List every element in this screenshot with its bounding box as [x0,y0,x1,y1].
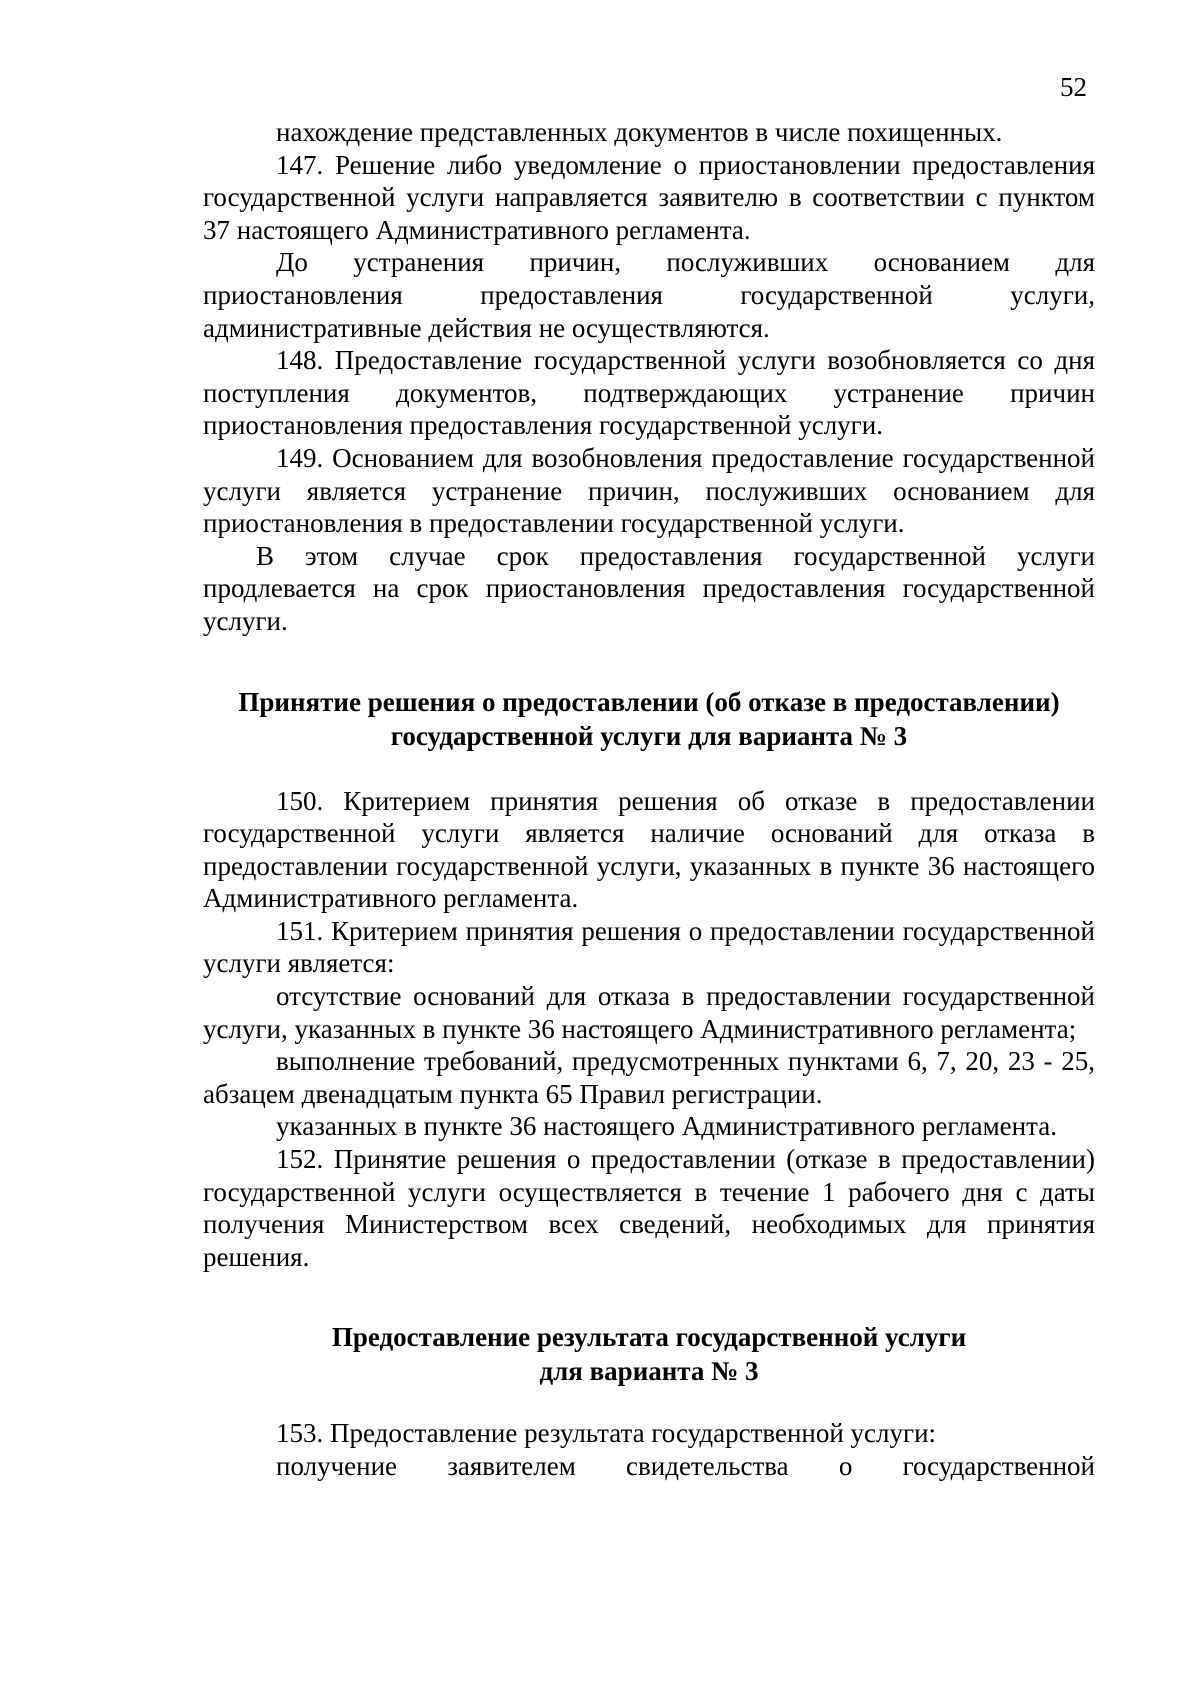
paragraph-151: 151. Критерием принятия решения о предоставлении государственной услуги является: [203,915,1095,979]
paragraph: получение заявителем свидетельства о государственной [276,1451,1095,1481]
paragraph-153: 153. Предоставление результата государственной услуги: [276,1418,937,1449]
paragraph-150: 150. Критерием принятия решения об отказе в предоставлении государственной услуги является наличие оснований для отказа в предоставлении государственной услуги, указанных в пункте 36 настоящего Административного регламента. [203,785,1095,914]
page-content [203,116,1095,1483]
page-number: 52 [1060,72,1087,102]
paragraph-152: 152. Принятие решения о предоставлении (отказе в предоставлении) государственной услуги осуществляется в течение 1 рабочего дня с даты получения Министерством всех сведений, необходимых для принятия решения. [203,1144,1095,1272]
section-heading-result [203,1320,1095,1388]
heading-line: Принятие решения о предоставлении (об отказе в предоставлении) [238,686,1060,717]
paragraph-147: 147. Решение либо уведомление о приостановлении предоставления государственной услуги направляется заявителю в соответствии с пунктом 37 настоящего Административного регламента. [203,149,1095,245]
paragraph: В этом случае срок предоставления государственной услуги продлевается на срок приостановления предоставления государственной услуги. [203,540,1095,636]
heading-line: для варианта № 3 [539,1356,759,1387]
paragraph: указанных в пункте 36 настоящего Административного регламента. [276,1111,1057,1142]
paragraph: нахождение представленных документов в числе похищенных. [276,117,1003,147]
paragraph-148: 148. Предоставление государственной услуги возобновляется со дня поступления документов, подтверждающих устранение причин приостановления предоставления государственной услуги. [203,345,1095,441]
heading-line: государственной услуги для варианта № 3 [390,720,908,751]
paragraph: выполнение требований, предусмотренных пунктами 6, 7, 20, 23 - 25, абзацем двенадцатым пункта 65 Правил регистрации. [203,1046,1095,1109]
section-heading-decision [203,685,1095,753]
heading-line: Предоставление результата государственной услуги [331,1322,967,1353]
paragraph: До устранения причин, послуживших основанием для приостановления предоставления государственной услуги, административные действия не осуществляются. [203,247,1095,343]
paragraph: отсутствие оснований для отказа в предоставлении государственной услуги, указанных в пункте 36 настоящего Административного регламента; [203,981,1095,1044]
paragraph-149: 149. Основанием для возобновления предоставление государственной услуги является устранение причин, послуживших основанием для приостановления в предоставлении государственной услуги. [203,442,1095,539]
